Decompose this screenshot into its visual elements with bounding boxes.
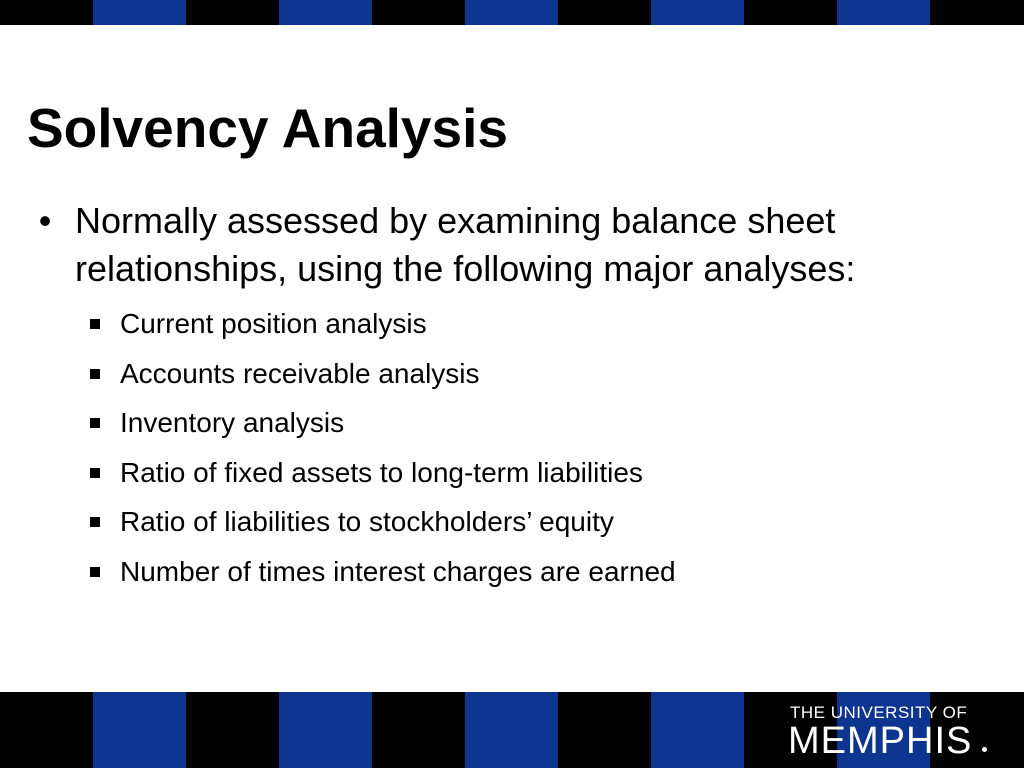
sub-bullet-item [30, 349, 990, 399]
logo-registered-dot [982, 747, 987, 752]
stripe-segment [186, 0, 279, 25]
sub-bullet-item [30, 299, 990, 349]
square-bullet-icon [90, 369, 100, 379]
square-bullet-icon [90, 319, 100, 329]
sub-bullet-item [30, 448, 990, 498]
sub-bullet-text: Inventory analysis [120, 407, 345, 438]
stripe-segment [744, 0, 837, 25]
main-bullet [30, 197, 990, 293]
sub-bullet-item [30, 547, 990, 597]
stripe-segment [558, 0, 651, 25]
stripe-segment [93, 0, 186, 25]
stripe-segment [372, 0, 465, 25]
slide-content [30, 197, 990, 596]
slide-title: Solvency Analysis [27, 97, 508, 159]
square-bullet-icon [90, 468, 100, 478]
stripe-segment [0, 692, 93, 768]
university-logo [790, 700, 990, 760]
stripe-segment [279, 0, 372, 25]
sub-bullet-text: Ratio of liabilities to stockholders’ equity [120, 506, 614, 537]
sub-bullet-text: Number of times interest charges are earned [120, 555, 676, 587]
stripe-segment [93, 692, 186, 768]
sub-bullet-item [30, 398, 990, 448]
top-stripe-bar [0, 0, 1024, 25]
sub-bullet-text: Current position analysis [120, 308, 427, 339]
sub-bullet-item [30, 497, 990, 547]
stripe-segment [651, 0, 744, 25]
stripe-segment [465, 692, 558, 768]
stripe-segment [0, 0, 93, 25]
stripe-segment [186, 692, 279, 768]
stripe-segment [279, 692, 372, 768]
stripe-segment [372, 692, 465, 768]
sub-bullet-text: Ratio of fixed assets to long-term liabilities [120, 456, 643, 488]
square-bullet-icon [90, 418, 100, 428]
stripe-segment [465, 0, 558, 25]
logo-line-memphis: MEMPHIS [788, 720, 973, 762]
stripe-segment [558, 692, 651, 768]
logo-line-university: THE UNIVERSITY OF [790, 703, 968, 722]
main-bullet-text: Normally assessed by examining balance sheet relationships, using the following major analyses: [75, 200, 856, 289]
stripe-segment [651, 692, 744, 768]
square-bullet-icon [90, 517, 100, 527]
stripe-segment [837, 0, 930, 25]
sub-bullet-list [30, 299, 990, 596]
bullet-dot-icon: • [38, 200, 52, 241]
stripe-segment [930, 0, 1024, 25]
square-bullet-icon [90, 567, 100, 577]
sub-bullet-text: Accounts receivable analysis [120, 357, 480, 389]
